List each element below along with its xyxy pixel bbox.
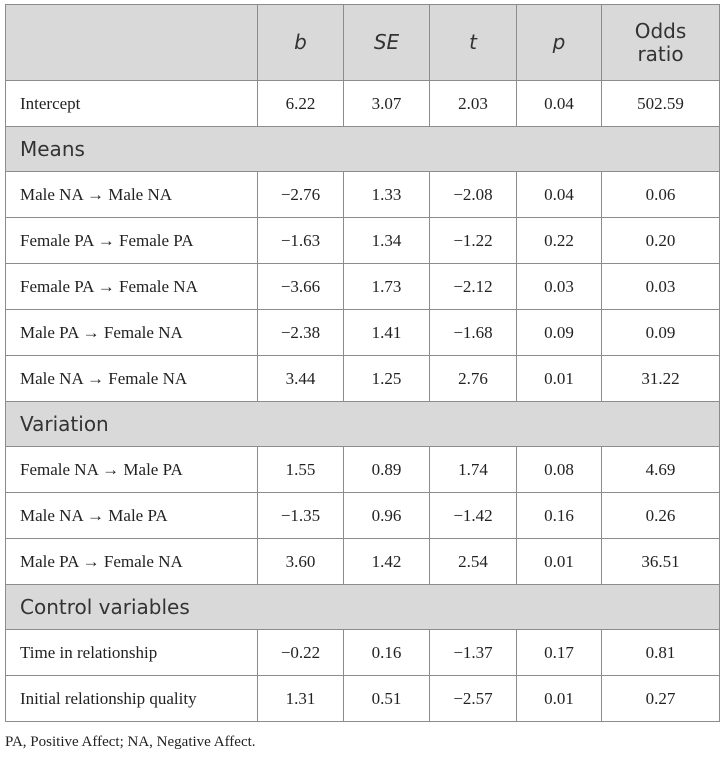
cell-t: −2.08 — [430, 172, 517, 218]
cell-odds-ratio: 0.09 — [602, 310, 720, 356]
header-b: b — [258, 5, 344, 81]
cell-label: Initial relationship quality — [6, 676, 258, 722]
cell-se: 1.25 — [344, 356, 430, 402]
cell-p: 0.16 — [517, 493, 602, 539]
header-empty — [6, 5, 258, 81]
cell-t: 2.76 — [430, 356, 517, 402]
header-row — [6, 5, 720, 81]
cell-b: −1.63 — [258, 218, 344, 264]
table-row — [6, 356, 720, 402]
regression-table — [5, 4, 720, 722]
header-se: SE — [344, 5, 430, 81]
cell-label: Male NA → Male NA — [6, 172, 258, 218]
cell-p: 0.04 — [517, 81, 602, 127]
cell-odds-ratio: 0.27 — [602, 676, 720, 722]
cell-odds-ratio: 0.20 — [602, 218, 720, 264]
table-row — [6, 81, 720, 127]
cell-se: 3.07 — [344, 81, 430, 127]
table-row — [6, 264, 720, 310]
cell-t: 1.74 — [430, 447, 517, 493]
table-row — [6, 630, 720, 676]
table-row — [6, 447, 720, 493]
cell-se: 1.42 — [344, 539, 430, 585]
cell-t: −1.22 — [430, 218, 517, 264]
cell-b: 6.22 — [258, 81, 344, 127]
cell-odds-ratio: 0.03 — [602, 264, 720, 310]
cell-b: 1.55 — [258, 447, 344, 493]
table-row — [6, 172, 720, 218]
cell-t: −2.12 — [430, 264, 517, 310]
cell-label: Male PA → Female NA — [6, 310, 258, 356]
cell-label: Time in relationship — [6, 630, 258, 676]
cell-odds-ratio: 31.22 — [602, 356, 720, 402]
header-t: t — [430, 5, 517, 81]
cell-se: 1.73 — [344, 264, 430, 310]
cell-label: Female NA → Male PA — [6, 447, 258, 493]
cell-odds-ratio: 0.26 — [602, 493, 720, 539]
cell-label: Intercept — [6, 81, 258, 127]
cell-se: 0.51 — [344, 676, 430, 722]
table-row — [6, 676, 720, 722]
section-label: Means — [6, 127, 720, 172]
cell-label: Female PA → Female NA — [6, 264, 258, 310]
cell-b: −1.35 — [258, 493, 344, 539]
cell-p: 0.01 — [517, 356, 602, 402]
section-row — [6, 127, 720, 172]
cell-p: 0.03 — [517, 264, 602, 310]
section-row — [6, 402, 720, 447]
cell-b: 3.44 — [258, 356, 344, 402]
cell-se: 1.41 — [344, 310, 430, 356]
cell-se: 0.89 — [344, 447, 430, 493]
cell-odds-ratio: 0.81 — [602, 630, 720, 676]
cell-p: 0.08 — [517, 447, 602, 493]
table-row — [6, 539, 720, 585]
cell-odds-ratio: 4.69 — [602, 447, 720, 493]
cell-t: −1.68 — [430, 310, 517, 356]
cell-se: 0.16 — [344, 630, 430, 676]
cell-p: 0.04 — [517, 172, 602, 218]
cell-p: 0.22 — [517, 218, 602, 264]
section-label: Variation — [6, 402, 720, 447]
cell-label: Female PA → Female PA — [6, 218, 258, 264]
section-label: Control variables — [6, 585, 720, 630]
header-odds-ratio: Odds ratio — [602, 5, 720, 81]
table-row — [6, 218, 720, 264]
cell-t: −1.42 — [430, 493, 517, 539]
cell-se: 1.34 — [344, 218, 430, 264]
table-row — [6, 310, 720, 356]
cell-t: −1.37 — [430, 630, 517, 676]
cell-p: 0.01 — [517, 676, 602, 722]
cell-odds-ratio: 36.51 — [602, 539, 720, 585]
cell-p: 0.09 — [517, 310, 602, 356]
header-p: p — [517, 5, 602, 81]
cell-label: Male NA → Female NA — [6, 356, 258, 402]
cell-b: −0.22 — [258, 630, 344, 676]
section-row — [6, 585, 720, 630]
cell-p: 0.17 — [517, 630, 602, 676]
cell-b: −3.66 — [258, 264, 344, 310]
cell-se: 1.33 — [344, 172, 430, 218]
cell-t: −2.57 — [430, 676, 517, 722]
table-body — [6, 81, 720, 722]
cell-b: 3.60 — [258, 539, 344, 585]
cell-p: 0.01 — [517, 539, 602, 585]
cell-b: 1.31 — [258, 676, 344, 722]
cell-b: −2.38 — [258, 310, 344, 356]
cell-se: 0.96 — [344, 493, 430, 539]
cell-odds-ratio: 502.59 — [602, 81, 720, 127]
cell-label: Male PA → Female NA — [6, 539, 258, 585]
cell-t: 2.03 — [430, 81, 517, 127]
cell-label: Male NA → Male PA — [6, 493, 258, 539]
table-footnote: PA, Positive Affect; NA, Negative Affect. — [5, 734, 256, 750]
table-row — [6, 493, 720, 539]
cell-odds-ratio: 0.06 — [602, 172, 720, 218]
cell-t: 2.54 — [430, 539, 517, 585]
cell-b: −2.76 — [258, 172, 344, 218]
